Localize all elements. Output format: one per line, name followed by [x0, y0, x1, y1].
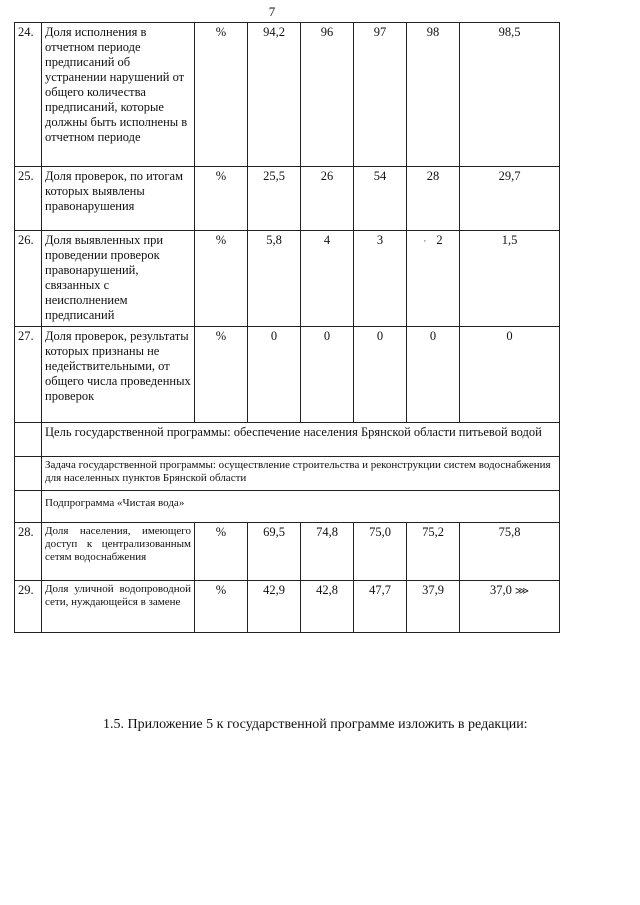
value-cell: 3	[354, 231, 407, 327]
unit-cell: %	[195, 523, 248, 581]
value-cell: 74,8	[301, 523, 354, 581]
subprogram-row	[15, 491, 560, 523]
row-number: 27.	[15, 327, 42, 423]
row-number: 29.	[15, 581, 42, 633]
value-cell: 0	[248, 327, 301, 423]
value-cell: 5,8	[248, 231, 301, 327]
table-row	[15, 523, 560, 581]
value-cell: 42,8	[301, 581, 354, 633]
section-text: 1.5. Приложение 5 к государственной программе изложить в редакции:	[103, 717, 528, 732]
value-cell: 28	[407, 167, 460, 231]
empty-cell	[15, 491, 42, 523]
value-cell: 1,5	[460, 231, 560, 327]
indicator-name: Доля проверок, результаты которых признаны не недействительными, от общего числа проведенных проверок	[42, 327, 195, 423]
value-cell: 26	[301, 167, 354, 231]
value-cell: 25,5	[248, 167, 301, 231]
empty-cell	[15, 423, 42, 457]
program-task: Задача государственной программы: осуществление строительства и реконструкции систем водоснабжения для населенных пунктов Брянской области	[42, 457, 560, 491]
value-cell-with-mark	[460, 581, 560, 633]
value-cell: 94,2	[248, 23, 301, 167]
table-row	[15, 327, 560, 423]
value-cell: 69,5	[248, 523, 301, 581]
task-row	[15, 457, 560, 491]
value-cell: 98	[407, 23, 460, 167]
value-cell: 47,7	[354, 581, 407, 633]
value-cell: 54	[354, 167, 407, 231]
value-cell: 75,0	[354, 523, 407, 581]
handwritten-checkmark-icon: ⋙	[514, 586, 530, 597]
row-number: 26.	[15, 231, 42, 327]
indicator-name: Доля проверок, по итогам которых выявлены правонарушения	[42, 167, 195, 231]
unit-cell: %	[195, 231, 248, 327]
value-cell: 0	[301, 327, 354, 423]
value-text: 37,0	[489, 583, 512, 597]
page-number: 7	[268, 4, 276, 19]
stray-dot-mark: ·	[423, 236, 427, 246]
value-text: 2	[436, 233, 443, 247]
empty-cell	[15, 457, 42, 491]
row-number: 25.	[15, 167, 42, 231]
value-cell: 75,2	[407, 523, 460, 581]
unit-cell: %	[195, 581, 248, 633]
unit-cell: %	[195, 327, 248, 423]
value-cell: 42,9	[248, 581, 301, 633]
value-cell: 29,7	[460, 167, 560, 231]
table-row	[15, 23, 560, 167]
value-cell-with-dot	[407, 231, 460, 327]
indicator-name: Доля населения, имеющего доступ к централизованным сетям водоснабжения	[42, 523, 195, 581]
value-cell: 96	[301, 23, 354, 167]
value-cell: 97	[354, 23, 407, 167]
row-number: 24.	[15, 23, 42, 167]
value-cell: 98,5	[460, 23, 560, 167]
value-cell: 0	[407, 327, 460, 423]
value-cell: 0	[354, 327, 407, 423]
indicators-table	[14, 22, 560, 633]
program-goal: Цель государственной программы: обеспечение населения Брянской области питьевой водой	[42, 423, 560, 457]
value-cell: 75,8	[460, 523, 560, 581]
row-number: 28.	[15, 523, 42, 581]
indicator-name: Доля уличной водопроводной сети, нуждающейся в замене	[42, 581, 195, 633]
subprogram-title: Подпрограмма «Чистая вода»	[42, 491, 560, 523]
goal-row	[15, 423, 560, 457]
value-cell: 4	[301, 231, 354, 327]
table-row	[15, 581, 560, 633]
value-cell: 37,9	[407, 581, 460, 633]
table-row	[15, 167, 560, 231]
indicator-name: Доля исполнения в отчетном периоде предписаний об устранении нарушений от общего количества предписаний, которые должны быть исполнены в отчетном периоде	[42, 23, 195, 167]
unit-cell: %	[195, 167, 248, 231]
value-cell: 0	[460, 327, 560, 423]
unit-cell: %	[195, 23, 248, 167]
table-row	[15, 231, 560, 327]
indicator-name: Доля выявленных при проведении проверок правонарушений, связанных с неисполнением предписаний	[42, 231, 195, 327]
